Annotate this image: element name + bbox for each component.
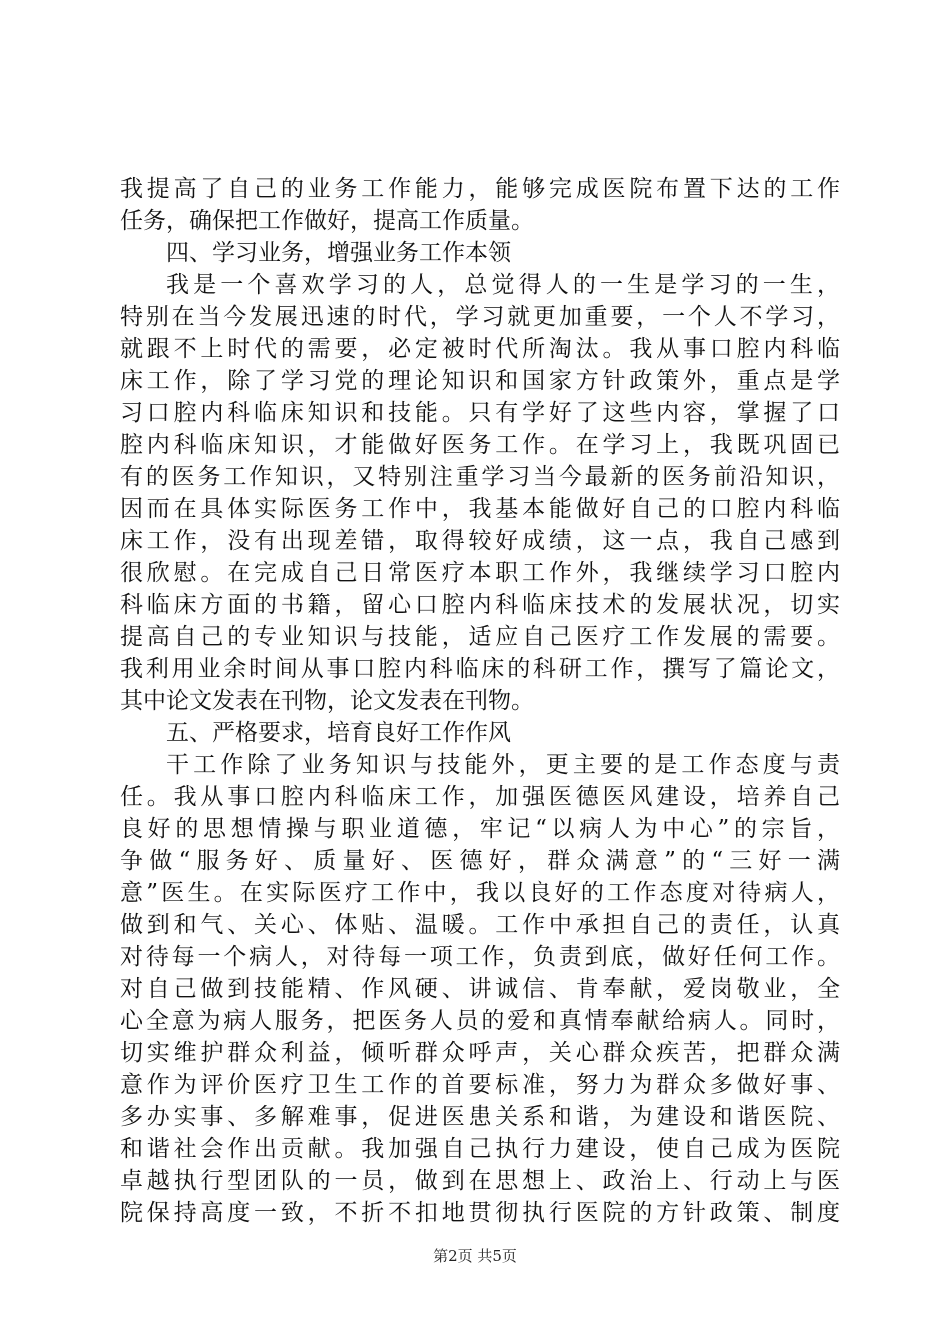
text-line: 做到和气、关心、体贴、温暖。工作中承担自己的责任，认真: [120, 912, 840, 938]
text-line: 意”医生。在实际医疗工作中，我以良好的工作态度对待病人，: [120, 880, 840, 906]
text-line: 干工作除了业务知识与技能外，更主要的是工作态度与责: [166, 752, 840, 778]
section-heading: 五、严格要求，培育良好工作作风: [166, 720, 511, 746]
text-line: 有的医务工作知识，又特别注重学习当今最新的医务前沿知识，: [120, 464, 840, 490]
text-line: 床工作，除了学习党的理论知识和国家方针政策外，重点是学: [120, 368, 840, 394]
page-footer: [0, 1246, 950, 1266]
text-line: 习口腔内科临床知识和技能。只有学好了这些内容，掌握了口: [120, 400, 840, 426]
text-line: 提高自己的专业知识与技能，适应自己医疗工作发展的需要。: [120, 624, 840, 650]
page-number: 第2页 共5页: [433, 1247, 517, 1265]
text-line: 腔内科临床知识，才能做好医务工作。在学习上，我既巩固已: [120, 432, 840, 458]
text-line: 因而在具体实际医务工作中，我基本能做好自己的口腔内科临: [120, 496, 840, 522]
text-line: 我利用业余时间从事口腔内科临床的科研工作，撰写了篇论文，: [120, 656, 840, 682]
text-line: 争做“服务好、质量好、医德好，群众满意”的“三好一满: [120, 848, 840, 874]
text-line: 任务，确保把工作做好，提高工作质量。: [120, 208, 534, 234]
text-line: 意作为评价医疗卫生工作的首要标准，努力为群众多做好事、: [120, 1072, 840, 1098]
text-line: 其中论文发表在刊物，论文发表在刊物。: [120, 688, 534, 714]
text-line: 良好的思想情操与职业道德，牢记“以病人为中心”的宗旨，: [120, 816, 840, 842]
text-line: 床工作，没有出现差错，取得较好成绩，这一点，我自己感到: [120, 528, 840, 554]
text-line: 对待每一个病人，对待每一项工作，负责到底，做好任何工作。: [120, 944, 840, 970]
text-line: 心全意为病人服务，把医务人员的爱和真情奉献给病人。同时，: [120, 1008, 840, 1034]
text-line: 院保持高度一致，不折不扣地贯彻执行医院的方针政策、制度: [120, 1200, 840, 1226]
text-line: 任。我从事口腔内科临床工作，加强医德医风建设，培养自己: [120, 784, 840, 810]
text-line: 就跟不上时代的需要，必定被时代所淘汰。我从事口腔内科临: [120, 336, 840, 362]
text-line: 特别在当今发展迅速的时代，学习就更加重要，一个人不学习，: [120, 304, 840, 330]
text-line: 多办实事、多解难事，促进医患关系和谐，为建设和谐医院、: [120, 1104, 840, 1130]
text-line: 很欣慰。在完成自己日常医疗本职工作外，我继续学习口腔内: [120, 560, 840, 586]
text-line: 对自己做到技能精、作风硬、讲诚信、肯奉献，爱岗敬业，全: [120, 976, 840, 1002]
text-line: 我提高了自己的业务工作能力，能够完成医院布置下达的工作: [120, 176, 840, 202]
document-body: [120, 173, 840, 1229]
text-line: 切实维护群众利益，倾听群众呼声，关心群众疾苦，把群众满: [120, 1040, 840, 1066]
text-line: 我是一个喜欢学习的人，总觉得人的一生是学习的一生，: [166, 272, 840, 298]
text-line: 卓越执行型团队的一员，做到在思想上、政治上、行动上与医: [120, 1168, 840, 1194]
section-heading: 四、学习业务，增强业务工作本领: [166, 240, 511, 266]
text-line: 和谐社会作出贡献。我加强自己执行力建设，使自己成为医院: [120, 1136, 840, 1162]
text-line: 科临床方面的书籍，留心口腔内科临床技术的发展状况，切实: [120, 592, 840, 618]
